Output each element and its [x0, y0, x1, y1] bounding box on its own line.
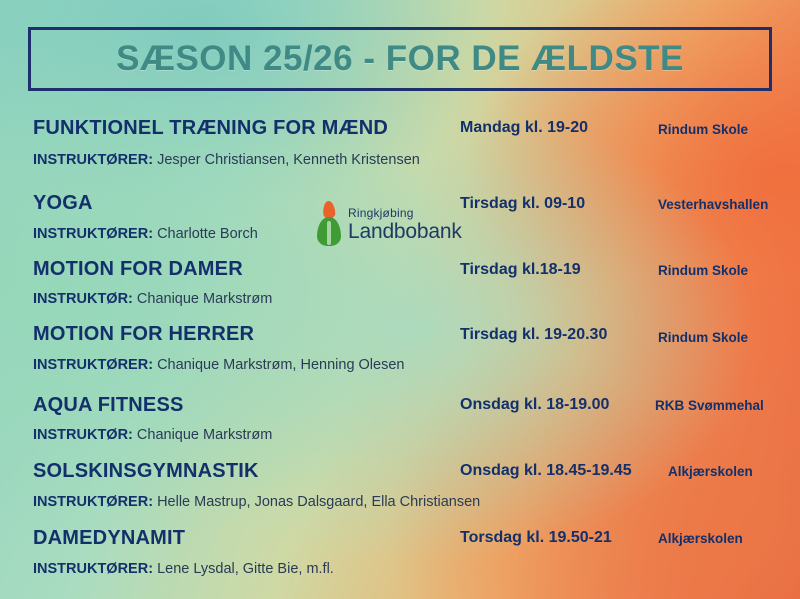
activity-place: Rindum Skole	[658, 263, 749, 278]
activity-instructors	[33, 427, 272, 443]
flame-logo-icon	[316, 201, 342, 247]
sponsor-logo	[316, 198, 466, 250]
sponsor-logo-line1: Ringkjøbing	[348, 205, 414, 220]
instructor-label: INSTRUKTØRER:	[33, 152, 154, 168]
activity-instructors	[33, 561, 334, 577]
instructor-label: INSTRUKTØRER:	[33, 357, 154, 373]
activity-place: Vesterhavshallen	[658, 197, 769, 212]
activity-time: Torsdag kl. 19.50-21	[460, 529, 612, 546]
instructor-label: INSTRUKTØRER:	[33, 226, 154, 242]
activity-time: Onsdag kl. 18.45-19.45	[460, 462, 632, 479]
instructor-label: INSTRUKTØRER:	[33, 494, 154, 510]
activity-place: Alkjærskolen	[658, 531, 743, 546]
activity-instructors	[33, 226, 258, 242]
sponsor-logo-text	[348, 207, 462, 242]
poster-title-box	[28, 27, 772, 91]
activity-instructors	[33, 357, 404, 373]
activity-place: Rindum Skole	[658, 330, 749, 345]
activity-name: AQUA FITNESS	[33, 394, 184, 416]
instructor-names: Helle Mastrup, Jonas Dalsgaard, Ella Christiansen	[157, 494, 481, 510]
activity-instructors	[33, 152, 420, 168]
instructor-label: INSTRUKTØRER:	[33, 561, 154, 577]
sponsor-logo-line2: Landbobank	[348, 219, 462, 243]
page-title: SÆSON 25/26 - FOR DE ÆLDSTE	[116, 39, 684, 78]
activity-place: Rindum Skole	[658, 122, 749, 137]
activity-time: Onsdag kl. 18-19.00	[460, 396, 610, 413]
instructor-names: Lene Lysdal, Gitte Bie, m.fl.	[157, 561, 334, 577]
instructor-label: INSTRUKTØR:	[33, 427, 133, 443]
activity-name: MOTION FOR DAMER	[33, 258, 243, 280]
activity-place: Alkjærskolen	[668, 464, 753, 479]
activity-time: Mandag kl. 19-20	[460, 119, 589, 136]
activity-name: SOLSKINSGYMNASTIK	[33, 460, 259, 482]
activity-instructors	[33, 494, 480, 510]
flame-bottom-shape	[317, 217, 341, 246]
instructor-names: Chanique Markstrøm, Henning Olesen	[157, 357, 405, 373]
activity-name: DAMEDYNAMIT	[33, 527, 186, 549]
activity-name: FUNKTIONEL TRÆNING FOR MÆND	[33, 117, 389, 139]
activity-time: Tirsdag kl. 19-20.30	[460, 326, 608, 343]
activity-place: RKB Svømmehal	[655, 398, 764, 413]
activity-name: YOGA	[33, 192, 93, 214]
instructor-names: Chanique Markstrøm	[136, 291, 273, 307]
instructor-names: Jesper Christiansen, Kenneth Kristensen	[157, 152, 420, 168]
activity-time: Tirsdag kl.18-19	[460, 261, 581, 278]
activity-name: MOTION FOR HERRER	[33, 323, 255, 345]
instructor-names: Chanique Markstrøm	[136, 427, 273, 443]
flame-top-shape	[322, 201, 335, 219]
activity-instructors	[33, 291, 272, 307]
instructor-label: INSTRUKTØR:	[33, 291, 133, 307]
activity-time: Tirsdag kl. 09-10	[460, 195, 586, 212]
instructor-names: Charlotte Borch	[157, 226, 258, 242]
